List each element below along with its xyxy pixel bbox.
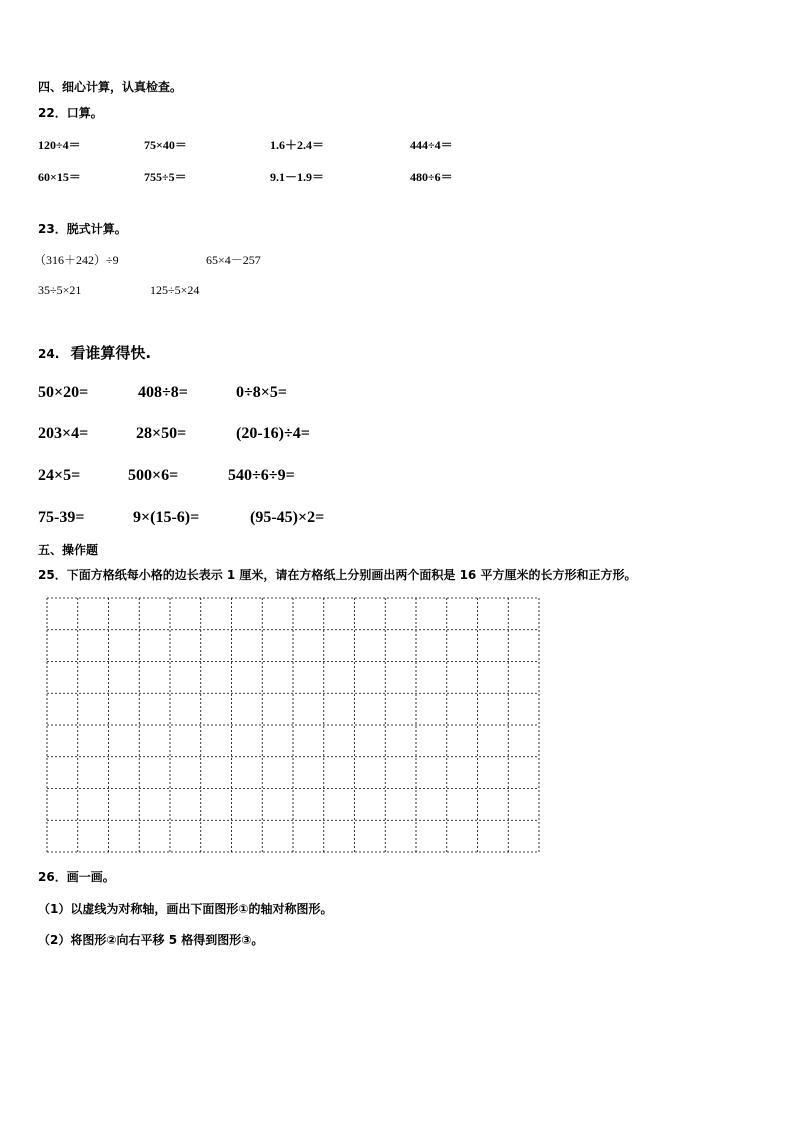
oral-calc-item: 755÷5＝ — [144, 170, 187, 184]
question-26-label: 26．画一画。 — [38, 870, 115, 884]
question-23-label: 23．脱式计算。 — [38, 222, 127, 236]
quick-calc-item: 500×6= — [128, 467, 179, 484]
oral-calc-item: 444÷4＝ — [410, 138, 453, 152]
oral-calc-item: 9.1－1.9＝ — [270, 170, 325, 184]
step-calc-item: （316＋242）÷9 — [34, 253, 119, 267]
step-calc-item: 65×4－257 — [206, 253, 261, 267]
square-grid-paper — [46, 597, 540, 853]
task-1-text-a: （1）以虚线为对称轴，画出下面图形 — [38, 902, 239, 916]
quick-calc-item: 540÷6÷9= — [228, 467, 295, 484]
quick-calc-item: 408÷8= — [138, 384, 188, 401]
quick-calc-item: 28×50= — [136, 425, 187, 442]
task-1-text-b: 的轴对称图形。 — [248, 902, 333, 916]
quick-calc-item: 9×(15-6)= — [133, 509, 200, 526]
quick-calc-item: 24×5= — [38, 467, 81, 484]
step-calc-item: 35÷5×21 — [38, 283, 82, 297]
quick-calc-item: (95-45)×2= — [250, 509, 325, 526]
quick-calc-item: 50×20= — [38, 384, 89, 401]
figure-3-marker: ③ — [241, 933, 252, 947]
question-22-label: 22．口算。 — [38, 106, 103, 120]
quick-calc-item: 0÷8×5= — [236, 384, 288, 401]
task-2-text-b: 向右平移 5 格得到图形 — [116, 933, 242, 947]
oral-calc-item: 1.6＋2.4＝ — [270, 138, 325, 152]
section-heading: 五、操作题 — [38, 543, 99, 557]
quick-calc-item: (20-16)÷4= — [236, 425, 310, 442]
question-title: 看谁算得快. — [70, 344, 152, 362]
task-2-text-a: （2）将图形 — [38, 933, 107, 947]
step-calc-item: 125÷5×24 — [150, 283, 200, 297]
task-1 — [38, 900, 333, 917]
oral-calc-item: 120÷4＝ — [38, 138, 81, 152]
figure-1-marker: ① — [238, 902, 249, 916]
oral-calc-item: 60×15＝ — [38, 170, 81, 184]
question-number: 24. — [38, 347, 60, 361]
section-heading: 四、细心计算，认真检查。 — [38, 80, 183, 94]
figure-2-marker: ② — [106, 933, 117, 947]
quick-calc-item: 75-39= — [38, 509, 85, 526]
oral-calc-item: 75×40＝ — [144, 138, 187, 152]
quick-calc-item: 203×4= — [38, 425, 89, 442]
task-2 — [38, 931, 263, 948]
oral-calc-item: 480÷6＝ — [410, 170, 453, 184]
question-24-label — [38, 342, 151, 363]
question-25-label: 25．下面方格纸每小格的边长表示 1 厘米，请在方格纸上分别画出两个面积是 16 平方厘米的长方形和正方形。 — [38, 568, 637, 582]
task-2-text-c: 。 — [251, 933, 264, 947]
